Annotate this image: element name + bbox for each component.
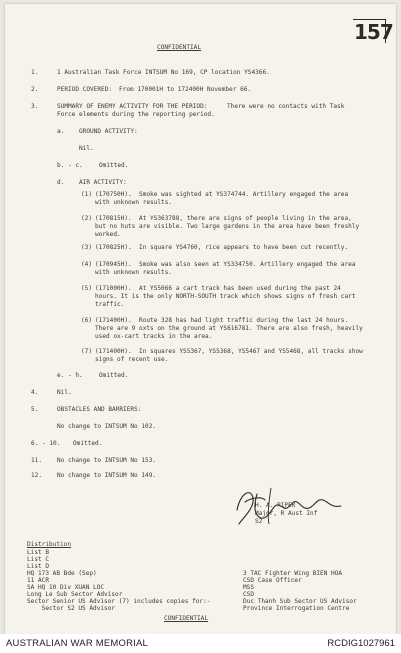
document-page	[5, 4, 396, 634]
distribution-item: 3 TAC Fighter Wing BIEN HOA	[243, 570, 343, 577]
sub-bc-text: Omitted.	[99, 162, 129, 169]
archive-name: AUSTRALIAN WAR MEMORIAL	[6, 638, 149, 649]
archive-reference: RCDIG1027961	[327, 638, 395, 649]
para-5-text: No change to INTSUM No 102.	[57, 423, 157, 430]
air-entry-text: (171000H). At YS5066 a cart track has been used during the past 24 hours. It is the only NORTH-SOUTH track which shows signs of fresh cart traffic.	[95, 285, 356, 308]
distribution-item: Province Interrogation Centre	[243, 605, 350, 612]
air-entry-number: (7)	[81, 348, 93, 355]
sub-bc-number: b. - c.	[57, 162, 83, 169]
distribution-item: Long Le Sub Sector Advisor	[27, 591, 123, 598]
para-1-number: 1.	[31, 69, 39, 76]
air-entry-number: (3)	[81, 244, 93, 251]
para-3-text-2: Force elements during the reporting period.	[57, 111, 215, 118]
air-entry-text: (170815H). At YS363788, there are signs of people living in the area, but no huts are visible. Two large gardens in the area have been freshly worked.	[95, 215, 360, 238]
distribution-item: Sector S2 US Advisor	[27, 605, 116, 612]
distribution-item: CSD	[243, 591, 255, 598]
folio-number: 157	[354, 20, 393, 44]
sub-a-label: GROUND ACTIVITY:	[79, 128, 138, 135]
para-3-label: SUMMARY OF ENEMY ACTIVITY FOR THE PERIOD:	[57, 103, 208, 110]
air-entry-number: (2)	[81, 215, 93, 222]
signatory-rank: Major, R Aust Inf	[255, 510, 318, 517]
signatory-name: H. A. PIPER	[255, 502, 296, 509]
classification-header: CONFIDENTIAL	[157, 44, 202, 51]
para-12-text: No change to INTSUM No 149.	[57, 472, 157, 479]
para-6-10-number: 6. - 10.	[31, 440, 61, 447]
air-entry-number: (1)	[81, 191, 93, 198]
para-2-label: PERIOD COVERED:	[57, 86, 113, 93]
distribution-item: List B	[27, 549, 50, 556]
air-entry-number: (4)	[81, 261, 93, 268]
para-6-10-text: Omitted.	[73, 440, 103, 447]
sub-d-number: d.	[57, 179, 65, 186]
sub-eh-number: e. - h.	[57, 372, 83, 379]
air-entry-number: (5)	[81, 285, 93, 292]
sub-d-label: AIR ACTIVITY:	[79, 179, 127, 186]
para-11-number: 11.	[31, 457, 43, 464]
air-entry-text: (170825H). In square YS4760, rice appears to have been cut recently.	[95, 244, 349, 251]
distribution-item: 11 ACR	[27, 577, 50, 584]
air-entry-number: (6)	[81, 317, 93, 324]
distribution-item: CSD Case Officer	[243, 577, 302, 584]
para-11-text: No change to INTSUM No 153.	[57, 457, 157, 464]
distribution-item: Sector Senior US Advisor (7) includes copies for:-	[27, 598, 211, 605]
signatory-appointment: S2	[255, 518, 263, 525]
air-entry-text: (170750H). Smoke was sighted at YS374744. Artillery engaged the area with unknown results.	[95, 191, 349, 206]
sub-a-text: Nil.	[79, 145, 94, 152]
para-1-text: 1 Australian Task Force INTSUM No 169, CP location YS4366.	[57, 69, 270, 76]
distribution-title: Distribution	[27, 541, 72, 548]
para-2-text: From 170001H to 172400H November 66.	[119, 86, 252, 93]
distribution-item: HQ 173 AB Bde (Sep)	[27, 570, 97, 577]
distribution-item: List C	[27, 556, 50, 563]
sub-eh-text: Omitted.	[99, 372, 129, 379]
para-3-number: 3.	[31, 103, 39, 110]
para-2-number: 2.	[31, 86, 39, 93]
distribution-item: MSS	[243, 584, 255, 591]
air-entry-text: (171400H). Route 328 has had light traffic during the last 24 hours. There are 9 oxts on the ground at YS616781. There are also fresh, heavily used ox-cart tracks in the area.	[95, 317, 363, 340]
para-12-number: 12.	[31, 472, 43, 479]
distribution-item: List D	[27, 563, 50, 570]
archive-footer-bar	[0, 634, 401, 653]
para-5-number: 5.	[31, 406, 39, 413]
para-5-label: OBSTACLES AND BARRIERS:	[57, 406, 142, 413]
sub-a-number: a.	[57, 128, 65, 135]
distribution-item: SA HQ 10 Div XUAN LOC	[27, 584, 105, 591]
air-entry-text: (171400H). In squares YS5367, YS5368, YS5467 and YS5468, all tracks show signs of recent use.	[95, 348, 363, 363]
classification-footer: CONFIDENTIAL	[164, 615, 209, 622]
para-3-text-1: There were no contacts with Task	[227, 103, 345, 110]
para-4-text: Nil.	[57, 389, 72, 396]
air-entry-text: (170945H). Smoke was also seen at YS334750. Artillery engaged the area with unknown results.	[95, 261, 356, 276]
para-4-number: 4.	[31, 389, 39, 396]
distribution-item: Duc Thanh Sub Sector US Advisor	[243, 598, 357, 605]
